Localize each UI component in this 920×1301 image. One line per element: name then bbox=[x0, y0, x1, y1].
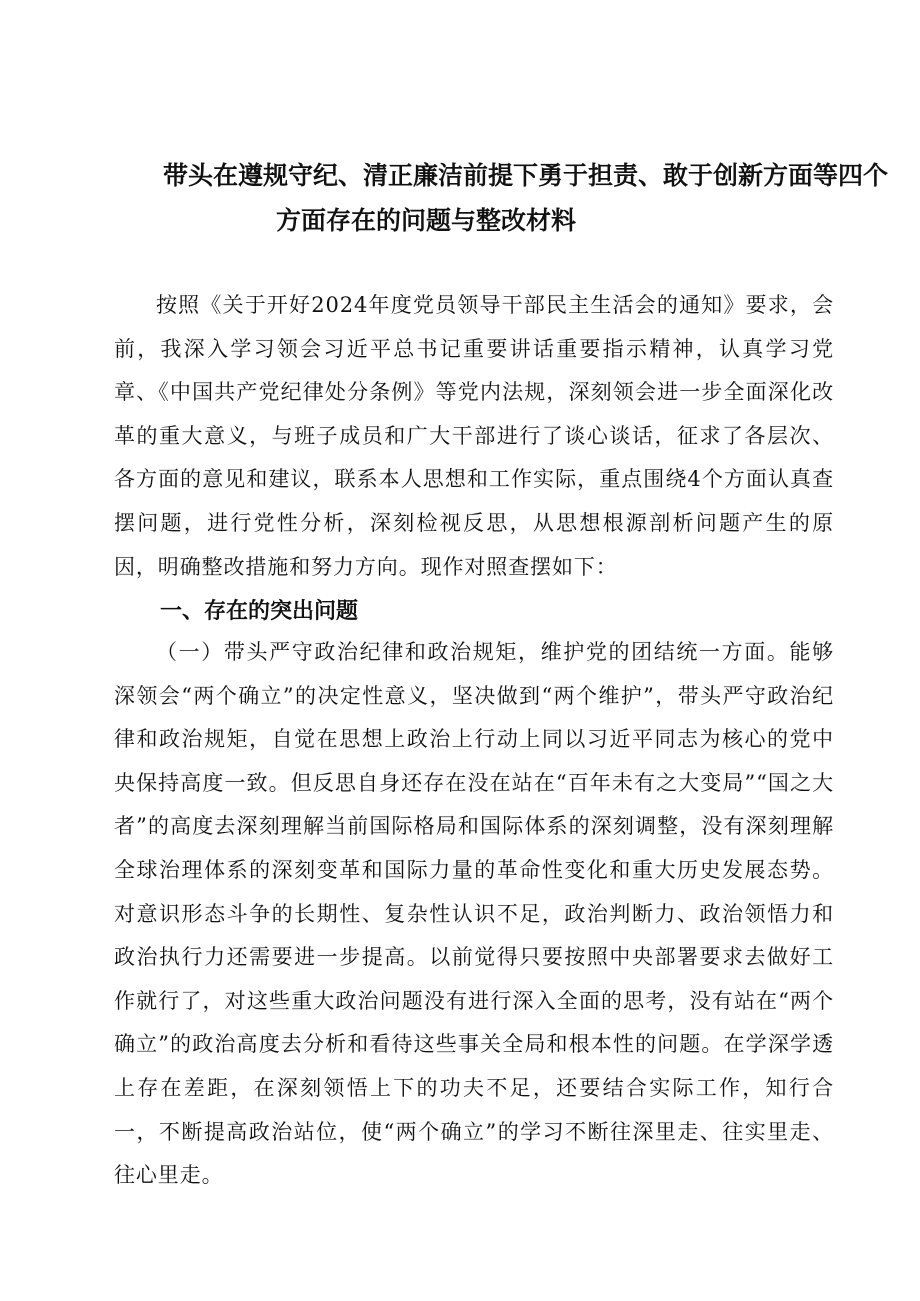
section-1-paragraph: （一）带头严守政治纪律和政治规矩，维护党的团结统一方面。能够深领会“两个确立”的决定性意义，坚决做到“两个维护”，带头严守政治纪律和政治规矩，自觉在思想上政治上行动上同以习近平同志为核心的党中央保持高度一致。但反思自身还存在没在站在“百年未有之大变局”“国之大者”的高度去深刻理解当前国际格局和国际体系的深刻调整，没有深刻理解全球治理体系的深刻变革和国际力量的革命性变化和重大历史发展态势。对意识形态斗争的长期性、复杂性认识不足，政治判断力、政治领悟力和政治执行力还需要进一步提高。以前觉得只要按照中央部署要求去做好工作就行了，对这些重大政治问题没有进行深入全面的思考，没有站在“两个确立”的政治高度去分析和看待这些事关全局和根本性的问题。在学深学透上存在差距，在深刻领悟上下的功夫不足，还要结合实际工作，知行合一，不断提高政治站位，使“两个确立”的学习不断往深里走、往实里走、往心里走。 bbox=[114, 640, 834, 1188]
section-heading: 一、存在的突出问题 bbox=[160, 599, 359, 624]
intro-paragraph: 按照《关于开好2024年度党员领导干部民主生活会的通知》要求，会前，我深入学习领会习近平总书记重要讲话重要指示精神，认真学习党章、《中国共产党纪律处分条例》等党内法规，深刻领会进一步全面深化改革的重大意义，与班子成员和广大干部进行了谈心谈话，征求了各层次、各方面的意见和建议，联系本人思想和工作实际，重点围绕4个方面认真查摆问题，进行党性分析，深刻检视反思，从思想根源剖析问题产生的原因，明确整改措施和努力方向。现作对照查摆如下： bbox=[114, 293, 834, 579]
document-title-line-1: 带头在遵规守纪、清正廉洁前提下勇于担责、敢于创新方面等四个 bbox=[163, 161, 889, 190]
document-title-line-2: 方面存在的问题与整改材料 bbox=[276, 206, 577, 235]
section-1-body bbox=[114, 631, 834, 1198]
intro-section bbox=[114, 284, 834, 589]
